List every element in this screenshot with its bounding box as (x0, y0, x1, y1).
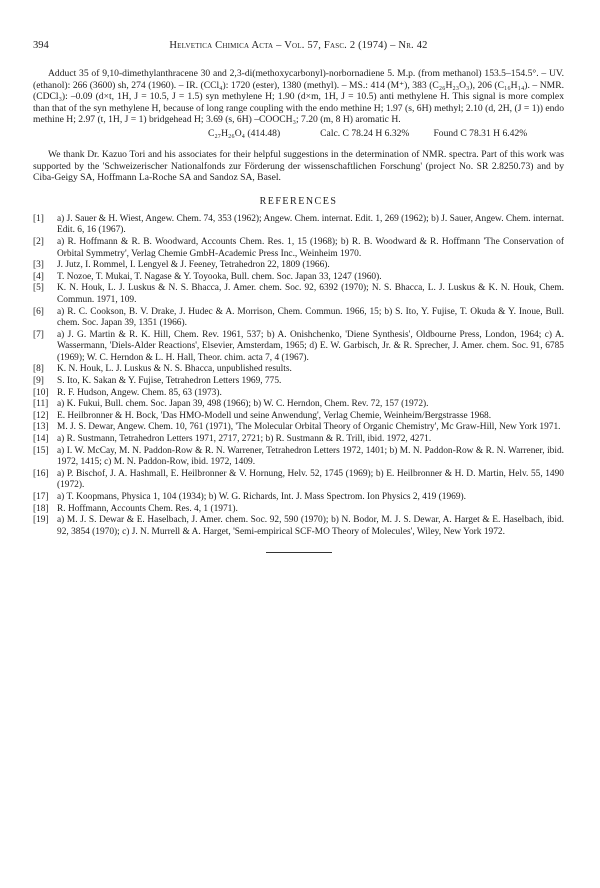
molecular-formula: C₂₇H₂₆O₄ (414.48) (208, 127, 281, 139)
acknowledgement-paragraph: We thank Dr. Kazuo Tori and his associates for their helpful suggestions in the determination of NMR. spectra. Part of this work was supported by the 'Schweizerischer Nationalfonds zur Förderung der wissenschaftlichen Forschung' (project No. SR 2.8250.73) and by Ciba-Geigy SA, Hoffmann La-Roche SA and Sandoz SA, Basel. (33, 148, 564, 184)
reference-number: [9] (33, 376, 44, 387)
reference-item (33, 411, 564, 423)
running-head: Helvetica Chimica Acta – Vol. 57, Fasc. 2 (1974) – Nr. 42 (169, 40, 428, 51)
reference-item (33, 469, 564, 492)
reference-text: a) M. J. S. Dewar & E. Haselbach, J. Amer. chem. Soc. 92, 590 (1970); b) N. Bodor, M. J. S. Dewar, A. Harget & E. Haselbach, ibid. 92, 3854 (1970); c) J. N. Murrell & A. Harget, 'Semi-empirical SCF-MO Theory of Molecules', Wiley, New York 1972. (57, 515, 564, 537)
reference-text: S. Ito, K. Sakan & Y. Fujise, Tetrahedron Letters 1969, 775. (57, 376, 282, 387)
reference-number: [18] (33, 503, 49, 514)
reference-number: [13] (33, 422, 49, 433)
reference-item (33, 492, 564, 504)
reference-item (33, 504, 564, 516)
calculated-values: Calc. C 78.24 H 6.32% (320, 127, 410, 139)
reference-text: a) R. Hoffmann & R. B. Woodward, Accounts Chem. Res. 1, 15 (1968); b) R. B. Woodward & R. Hoffmann 'The Conservation of Orbital Symmetry', Verlag Chemie GmbH-Academic Press Inc., Weinheim 1970. (57, 236, 564, 259)
reference-item (33, 388, 564, 400)
reference-item (33, 307, 564, 330)
reference-number: [12] (33, 410, 49, 421)
reference-text: M. J. S. Dewar, Angew. Chem. 10, 761 (1971), 'The Molecular Orbital Theory of Organic Chemistry', Mc Graw-Hill, New York 1971. (57, 422, 561, 433)
reference-item (33, 422, 564, 434)
references-list (33, 214, 564, 539)
elemental-analysis-line (33, 128, 564, 140)
reference-number: [14] (33, 434, 49, 445)
reference-item (33, 376, 564, 388)
reference-item (33, 283, 564, 306)
reference-text: a) J. Sauer & H. Wiest, Angew. Chem. 74, 353 (1962); Angew. Chem. internat. Edit. 1, 269 (1962); b) J. Sauer, Angew. Chem. internat. Edit. 6, 16 (1967). (57, 213, 564, 236)
page-number: 394 (33, 40, 49, 51)
reference-text: a) J. G. Martin & R. K. Hill, Chem. Rev. 1961, 537; b) A. Onishchenko, 'Diene Synthesis', Oldbourne Press, London, 1964; c) A. Wassermann, 'Diels-Alder Reactions', Elsevier, Amsterdam, 1965; d) E. W. Garbisch, Jr. & R. Sprecher, J. Amer. chem. Soc. 91, 6785 (1969); W. C. Herndon & L. H. Hall, Theor. chim. acta 7, 4 (1967). (57, 329, 564, 363)
reference-text: E. Heilbronner & H. Bock, 'Das HMO-Modell und seine Anwendung', Verlag Chemie, Weinheim/Bergstrasse 1968. (57, 410, 492, 421)
reference-text: R. F. Hudson, Angew. Chem. 85, 63 (1973). (57, 387, 222, 398)
reference-item (33, 446, 564, 469)
page-header (33, 40, 564, 56)
reference-number: [11] (33, 399, 49, 410)
reference-number: [19] (33, 515, 49, 526)
reference-item (33, 515, 564, 538)
reference-number: [16] (33, 468, 49, 479)
reference-number: [8] (33, 364, 44, 375)
reference-number: [17] (33, 492, 49, 502)
reference-number: [15] (33, 445, 49, 456)
reference-item (33, 260, 564, 272)
reference-item (33, 272, 564, 284)
reference-text: K. N. Houk, L. J. Luskus & N. S. Bhacca, J. Amer. chem. Soc. 92, 6392 (1970); N. S. Bhacca, L. J. Luskus & K. N. Houk, Chem. Commun. 1971, 109. (57, 283, 564, 305)
compound-characterization-paragraph: Adduct 35 of 9,10-dimethylanthracene 30 and 2,3-di(methoxycarbonyl)-norbornadiene 5. M.p. (from methanol) 153.5–154.5°. – UV. (ethanol): 266 (3600) sh, 274 (1960). – IR. (CCl₄): 1720 (ester), 1380 (methyl). – MS.: 414 (M⁺), 383 (C₂₆H₂₃O₃), 206 (C₁₆H₁₄). – NMR. (CDCl₃): –0.09 (d×t, 1H, J = 10.5, J = 1.5) syn methylene H; 1.90 (d×m, 1H, J = 10.5) anti methylene H. This signal is more complex than that of the syn methylene H, because of long range coupling with the endo methine H; 1.97 (s, 6H) methyl; 2.10 (d, 2H, (J = 1)) endo methine H; 2.97 (t, 1H, J = 1) bridgehead H; 3.69 (s, 6H) –COOCH₃; 7.20 (m, 8 H) aromatic H. (33, 68, 564, 126)
reference-number: [6] (33, 306, 44, 317)
reference-text: K. N. Houk, L. J. Luskus & N. S. Bhacca, unpublished results. (57, 364, 292, 375)
reference-number: [2] (33, 236, 44, 247)
reference-number: [5] (33, 283, 44, 294)
reference-text: a) R. C. Cookson, B. V. Drake, J. Hudec & A. Morrison, Chem. Commun. 1966, 15; b) S. Ito, Y. Fujise, T. Okuda & Y. Inoue, Bull. chem. Soc. Japan 39, 1351 (1966). (57, 306, 564, 329)
reference-number: [7] (33, 329, 44, 340)
reference-item (33, 399, 564, 411)
references-heading: REFERENCES (259, 195, 338, 207)
end-rule (266, 552, 332, 553)
reference-text: a) K. Fukui, Bull. chem. Soc. Japan 39, 498 (1966); b) W. C. Herndon, Chem. Rev. 72, 157 (1972). (57, 399, 429, 410)
reference-item (33, 330, 564, 365)
reference-text: a) T. Koopmans, Physica 1, 104 (1934); b) W. G. Richards, Int. J. Mass Spectrom. Ion Physics 2, 419 (1969). (57, 492, 466, 502)
reference-text: a) I. W. McCay, M. N. Paddon-Row & R. N. Warrener, Tetrahedron Letters 1972, 1401; b) M. N. Paddon-Row & R. N. Warrener, ibid. 1972, 1415; c) M. N. Paddon-Row, ibid. 1972, 1409. (57, 445, 564, 468)
reference-text: R. Hoffmann, Accounts Chem. Res. 4, 1 (1971). (57, 503, 238, 514)
reference-item (33, 364, 564, 376)
reference-number: [3] (33, 260, 44, 271)
reference-item (33, 237, 564, 260)
reference-item (33, 214, 564, 237)
reference-text: a) R. Sustmann, Tetrahedron Letters 1971, 2717, 2721; b) R. Sustmann & R. Trill, ibid. 1972, 4271. (57, 434, 432, 445)
reference-text: J. Jutz, I. Rommel, I. Lengyel & J. Feeney, Tetrahedron 22, 1809 (1966). (57, 260, 330, 271)
reference-text: T. Nozoe, T. Mukai, T. Nagase & Y. Toyooka, Bull. chem. Soc. Japan 33, 1247 (1960). (57, 271, 382, 282)
reference-text: a) P. Bischof, J. A. Hashmall, E. Heilbronner & V. Hornung, Helv. 52, 1745 (1969); b) E. Heilbronner & H. D. Martin, Helv. 55, 1490 (1972). (57, 468, 564, 491)
reference-number: [1] (33, 213, 44, 224)
reference-item (33, 434, 564, 446)
reference-number: [10] (33, 387, 49, 398)
reference-number: [4] (33, 271, 44, 282)
found-values: Found C 78.31 H 6.42% (433, 127, 528, 139)
